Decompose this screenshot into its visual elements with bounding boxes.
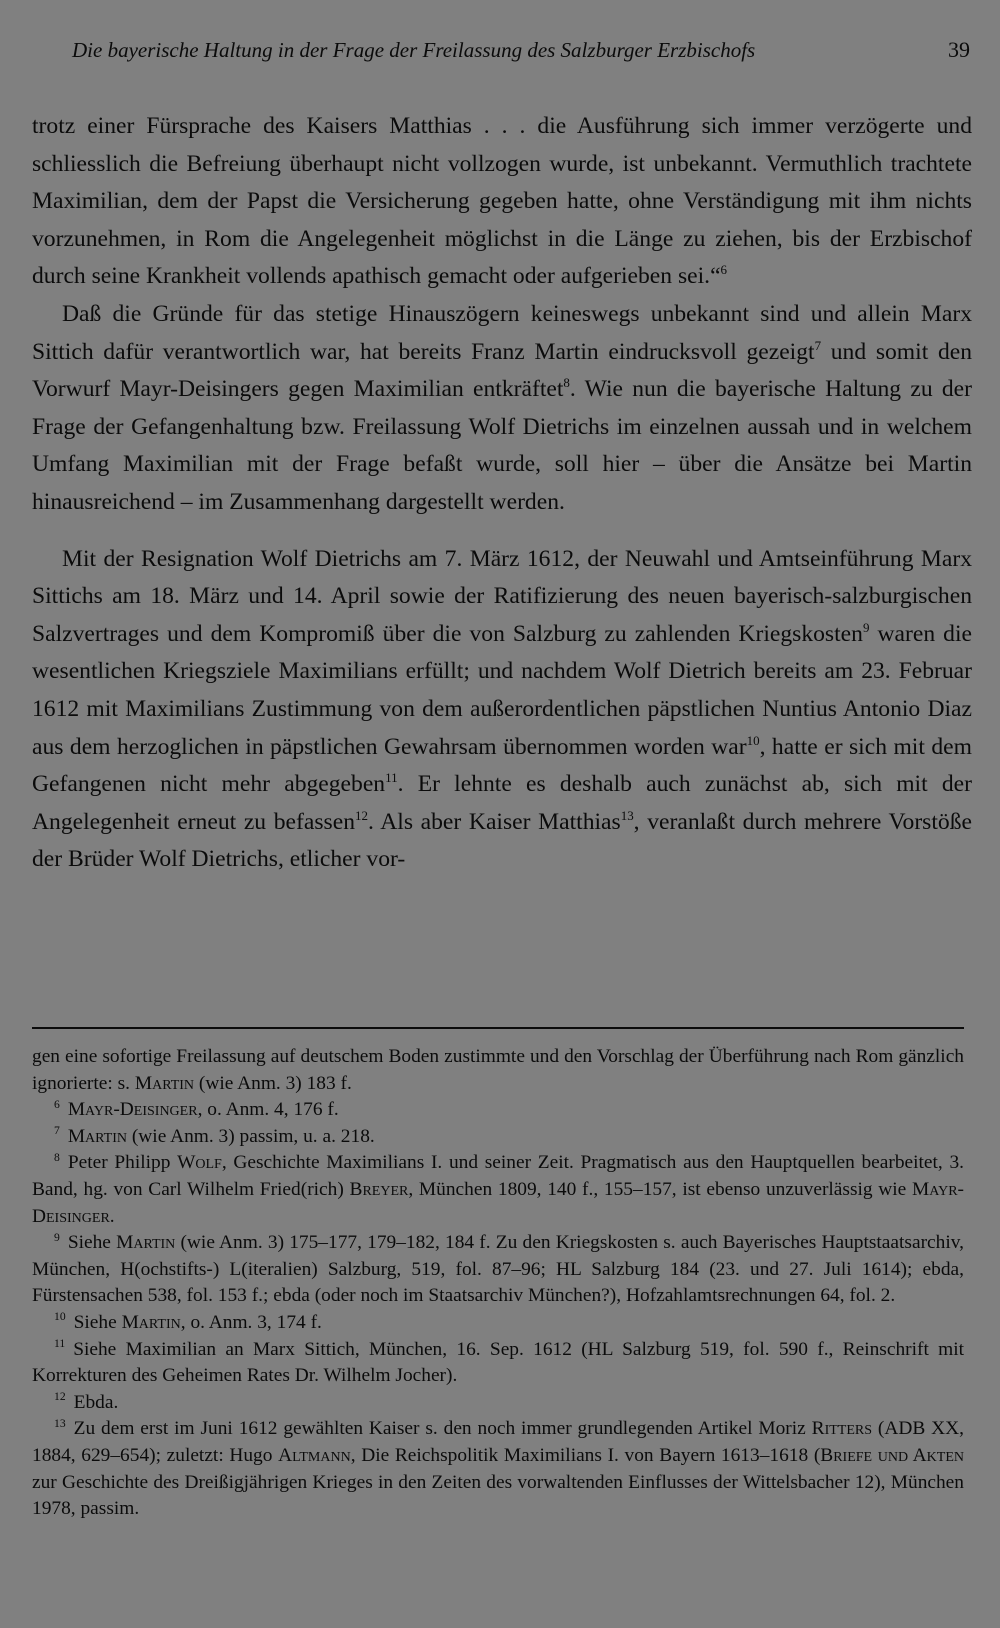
footnote-12-mark: 12 <box>54 1390 66 1404</box>
author-name: Martin <box>67 1125 127 1147</box>
paragraph-2-text-a: Daß die Gründe für das stetige Hinauszögern keineswegs unbekannt sind und allein Marx Sittich dafür verantwortlich war, hat bereits Franz Martin eindrucksvoll gezeigt <box>32 300 972 365</box>
footnote-11-mark: 11 <box>54 1337 66 1351</box>
footnote-9-text-a: Siehe <box>67 1232 117 1254</box>
author-name: Ritters <box>811 1418 873 1440</box>
footnote-10 <box>32 1310 964 1337</box>
author-name: Altmann <box>278 1444 351 1466</box>
author-name: Martin <box>116 1232 176 1254</box>
footnote-11-text: Siehe Maximilian an Marx Sittich, München, 16. Sep. 1612 (HL Salzburg 519, fol. 590 f., Reinschrift mit Korrekturen des Geheimen Rates Dr. Wilhelm Jocher). <box>32 1338 964 1387</box>
running-title: Die bayerische Haltung in der Frage der Freilassung des Salzburger Erzbischofs <box>72 38 756 62</box>
footnote-11 <box>32 1337 964 1390</box>
footnote-ref-12: 12 <box>355 807 368 823</box>
footnote-12 <box>32 1390 964 1417</box>
footnote-10-text-b: , o. Anm. 3, 174 f. <box>180 1311 322 1333</box>
footnote-6-mark: 6 <box>54 1097 60 1111</box>
paragraph-2-text-c: . Wie nun die bayerische Haltung zu der Frage der Gefangenhaltung bzw. Freilassung Wolf Dietrichs im einzelnen aussah und in welchem Umfang Maximilian mit der Frage befaßt wurde, soll hier – über die Ansätze bei Martin hinausreichend – im Zusammenhang dargestellt werden. <box>32 376 972 515</box>
series-title: Briefe und Akten <box>820 1444 964 1466</box>
author-name: Mayr-Deisinger <box>32 1178 964 1227</box>
paragraph-2 <box>32 296 972 522</box>
footnote-continuation-text-a: gen eine sofortige Freilassung auf deutschem Boden zustimmte und den Vorschlag der Überführung nach Rom gänzlich ignorierte: s. <box>32 1046 964 1094</box>
page-number: 39 <box>948 37 970 62</box>
footnote-ref-11: 11 <box>385 770 398 786</box>
footnote-13 <box>32 1416 964 1522</box>
footnote-9 <box>32 1230 964 1310</box>
paragraph-1-text: trotz einer Fürsprache des Kaisers Matthias . . . die Ausführung sich immer verzögerte und schliesslich die Befreiung überhaupt nicht vollzogen wurde, ist unbekannt. Vermuthlich trachtete Maximilian, dem der Papst die Versicherung gegeben hatte, ohne Verständigung mit ihm nichts vorzunehmen, in Rom die Angelegenheit möglichst in die Länge zu ziehen, bis der Erzbischof durch seine Krankheit vollends apathisch gemacht oder aufgerieben sei.“ <box>32 113 972 290</box>
footnote-10-text-a: Siehe <box>73 1311 122 1333</box>
footnote-13-text-b: (ADB XX, 1884, 629–654); zuletzt: Hugo <box>32 1418 965 1466</box>
paragraph-1 <box>32 108 972 296</box>
footnote-13-text-c: , Die Reichspolitik Maximilians I. von Bayern 1613–1618 ( <box>350 1444 821 1466</box>
footnote-6-text: , o. Anm. 4, 176 f. <box>197 1099 339 1121</box>
footnote-8-text-b: , Geschichte Maximilians I. und seiner Zeit. Pragmatisch aus den Hauptquellen bearbeitet, 3. Band, hg. von Carl Wilhelm Fried(rich) <box>32 1152 964 1200</box>
footnote-7-text: (wie Anm. 3) passim, u. a. 218. <box>127 1125 375 1147</box>
footnote-7-mark: 7 <box>54 1124 60 1138</box>
author-name: Martin <box>121 1311 181 1333</box>
footnote-13-text-a: Zu dem erst im Juni 1612 gewählten Kaiser s. den noch immer grundlegenden Artikel Moriz <box>73 1418 812 1440</box>
footnote-8-text-a: Peter Philipp <box>67 1152 178 1174</box>
footnote-divider <box>32 1027 964 1029</box>
running-head <box>72 36 970 68</box>
footnote-8-text-c: , München 1809, 140 f., 155–157, ist ebenso unzuverlässig wie <box>408 1178 913 1200</box>
paragraph-3-text-b: waren die wesentlichen Kriegsziele Maximilians erfüllt; und nachdem Wolf Dietrich bereits am 23. Februar 1612 mit Maximilians Zustimmung von dem außerordentlichen päpstlichen Nuntius Antonio Diaz aus dem herzoglichen in päpstlichen Gewahrsam übernommen worden war <box>32 620 972 760</box>
paragraph-3-text-f: , veranlaßt durch mehrere Vorstöße der Brüder Wolf Dietrichs, etlicher vor- <box>32 808 972 873</box>
footnote-7 <box>32 1124 964 1151</box>
footnote-9-mark: 9 <box>54 1230 60 1244</box>
footnote-ref-9: 9 <box>862 619 870 635</box>
footnote-ref-8: 8 <box>563 375 570 391</box>
paragraph-3-text-e: . Als aber Kaiser Matthias <box>367 808 621 835</box>
author-name: Martin <box>134 1072 195 1094</box>
author-name: Wolf <box>177 1152 222 1174</box>
paragraph-3 <box>32 541 972 879</box>
footnotes <box>32 1044 964 1523</box>
footnote-8-text-d: . <box>109 1205 115 1227</box>
footnote-8-mark: 8 <box>54 1150 60 1164</box>
footnote-12-text: Ebda. <box>73 1391 119 1413</box>
footnote-ref-10: 10 <box>746 732 760 748</box>
footnote-10-mark: 10 <box>54 1310 66 1324</box>
author-name: Mayr-Deisinger <box>67 1099 198 1121</box>
footnote-continuation-text-b: (wie Anm. 3) 183 f. <box>194 1072 352 1094</box>
footnote-9-text-b: (wie Anm. 3) 175–177, 179–182, 184 f. Zu den Kriegskosten s. auch Bayerisches Hauptstaatsarchiv, München, H(ochstifts-) L(iteralien) Salzburg, 519, fol. 87–96; HL Salzburg 184 (23. und 27. Juli 1614); ebda, Fürstensachen 538, fol. 153 f.; ebda (oder noch im Staatsarchiv München?), Hofzahlamtsrechnungen 64, fol. 2. <box>32 1232 964 1307</box>
footnote-8 <box>32 1150 964 1230</box>
main-text <box>32 108 972 879</box>
paragraph-2-text-b: und somit den Vorwurf Mayr-Deisingers gegen Maximilian entkräftet <box>32 338 973 403</box>
footnote-ref-13: 13 <box>620 807 634 823</box>
footnote-13-text-d: zur Geschichte des Dreißigjährigen Krieges in den Zeiten des vorwaltenden Einflusses der Wittelsbacher 12), München 1978, passim. <box>32 1471 964 1520</box>
footnote-ref-6: 6 <box>720 262 728 278</box>
author-name: Breyer <box>349 1178 409 1200</box>
footnote-continuation <box>32 1044 964 1097</box>
footnote-ref-7: 7 <box>814 337 822 353</box>
footnote-6 <box>32 1097 964 1124</box>
paragraph-3-text-a: Mit der Resignation Wolf Dietrichs am 7. März 1612, der Neuwahl und Amtseinführung Marx Sittichs am 18. März und 14. April sowie der Ratifizierung des neuen bayerisch-salzburgischen Salzvertrages und dem Kompromiß über die von Salzburg zu zahlenden Kriegskosten <box>32 545 972 647</box>
footnote-13-mark: 13 <box>54 1416 66 1430</box>
paragraph-3-text-d: . Er lehnte es deshalb auch zunächst ab, sich mit der Angelegenheit erneut zu befassen <box>32 771 972 835</box>
paragraph-3-text-c: , hatte er sich mit dem Gefangenen nicht mehr abgegeben <box>32 733 972 798</box>
